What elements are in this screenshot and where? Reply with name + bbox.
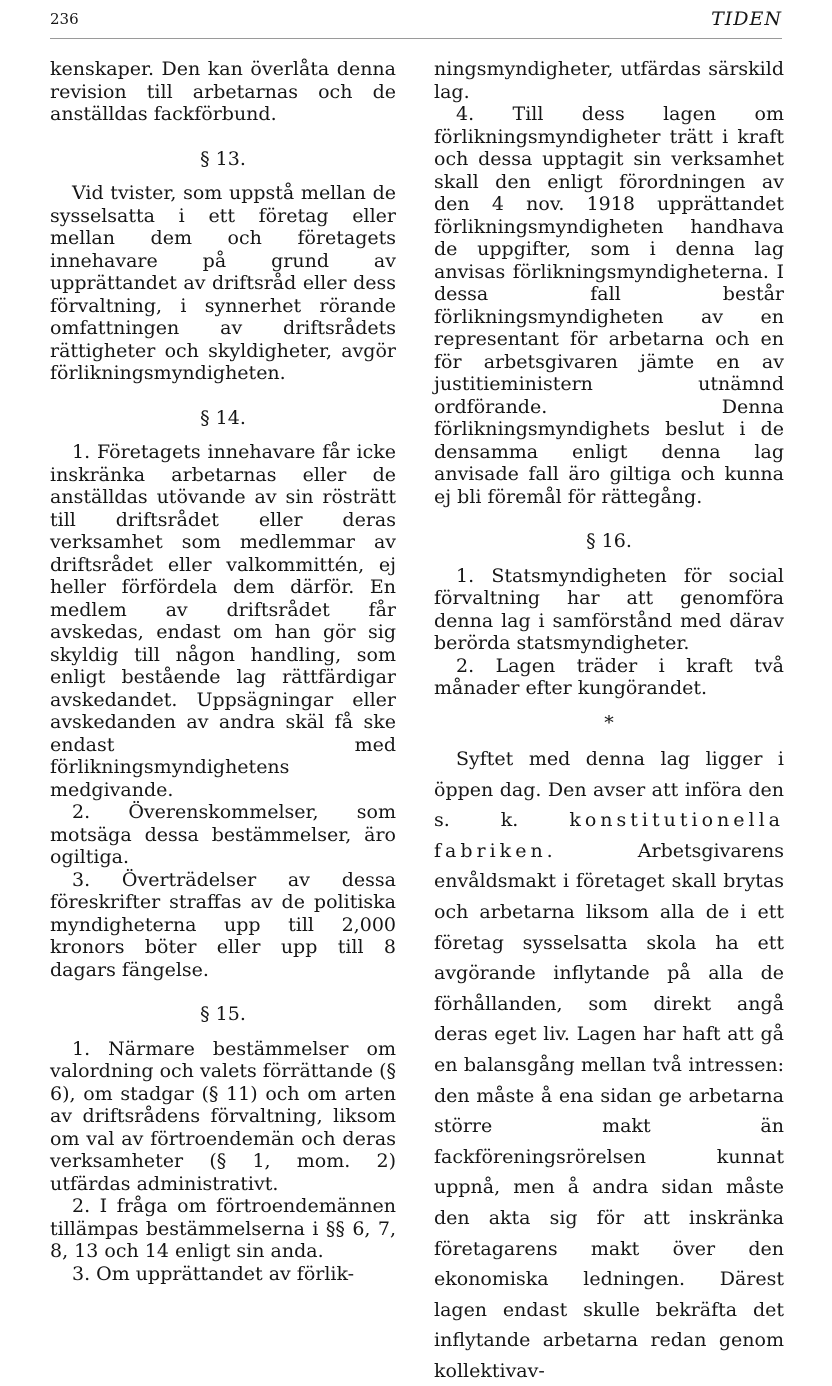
commentary-paragraph [434, 744, 784, 1386]
paragraph: 4. Till dess lagen om förlikningsmyndigheter trätt i kraft och dessa upptagit sin verksamhet skall den enligt förordningen av den 4 nov. 1918 upprättandet förlikningsmyndigheten handhava de uppgifter, som i denna lag anvisas förlikningsmyndigheterna. I dessa fall består förlikningsmyndigheten av en representant för arbetarna och en för arbetsgivaren jämte en av justitieministern utnämnd ordförande. Denna förlikningsmyndighets beslut i de densamma enligt denna lag anvisade fall äro giltiga och kunna ej bli föremål för rättegång. [434, 103, 784, 508]
paragraph: 2. I fråga om förtroendemännen tillämpas bestämmelserna i §§ 6, 7, 8, 13 och 14 enligt sin anda. [50, 1195, 396, 1262]
paragraph: 1. Statsmyndigheten för social förvaltning har att genomföra denna lag i samförstånd med därav berörda statsmyndigheter. [434, 564, 784, 654]
paragraph: 1. Företagets innehavare får icke inskränka arbetarnas eller de anställdas utövande av sin rösträtt till driftsrådet eller deras verksamhet som medlemmar av driftsrådet eller valkommittén, ej heller förfördela dem därför. En medlem av driftsrådet får avskedas, endast om han gör sig skyldig till någon handling, som enligt bestående lag rättfärdigar avskedandet. Uppsägningar eller avskedanden av andra skäl få ske endast med förlikningsmyndighetens medgivande. [50, 441, 396, 801]
commentary-text: Syftet med denna lag ligger i öppen dag. Den avser att införa den s. k. [434, 748, 784, 832]
header-rule [50, 38, 782, 39]
section-heading-15: § 15. [200, 1003, 246, 1025]
right-column [434, 58, 784, 1386]
paragraph: 1. Närmare bestämmelser om valordning och valets förrättande (§ 6), om stadgar (§ 11) och om arten av driftsrådens förvaltning, liksom om val av förtroendemän och deras verksamheter (§ 1, mom. 2) utfärdas administrativt. [50, 1037, 396, 1195]
commentary-text: Arbetsgivarens envåldsmakt i företaget skall brytas och arbetarna liksom alla de i ett företag sysselsatta skola ha ett avgörande inflytande på alla de förhållanden, som direkt angå deras eget liv. Lagen har haft att gå en balansgång mellan två intressen: den måste å ena sidan ge arbetarna större makt än fackföreningsrörelsen kunnat uppnå, men å andra sidan måste den akta sig för att inskränka företagarens makt över den ekonomiska ledningen. Därest lagen endast skulle bekräfta det inflytande arbetarna redan genom kollektivav- [434, 839, 784, 1382]
section-heading-13: § 13. [200, 147, 246, 170]
paragraph: 2. Lagen träder i kraft två månader efter kungörandet. [434, 654, 784, 699]
section-heading-14: § 14. [200, 406, 246, 429]
paragraph: 2. Överenskommelser, som motsäga dessa bestämmelser, äro ogiltiga. [50, 801, 396, 868]
spaced-emphasis: konstitutionella fabriken. [434, 809, 784, 862]
separator-asterisk: * [604, 711, 614, 734]
running-title: TIDEN [711, 8, 782, 30]
page-number: 236 [50, 10, 79, 28]
paragraph: Vid tvister, som uppstå mellan de sysselsatta i ett företag eller mellan dem och företagets innehavare på grund av upprättandet av driftsråd eller dess förvaltning, i synnerhet rörande omfattningen av driftsrådets rättigheter och skyldigheter, avgör förlikningsmyndigheten. [50, 182, 396, 384]
paragraph: ningsmyndigheter, utfärdas särskild lag. [434, 58, 784, 103]
paragraph: kenskaper. Den kan överlåta denna revision till arbetarnas och de anställdas fackförbund. [50, 58, 396, 125]
page-header [50, 8, 782, 38]
section-heading-16: § 16. [586, 530, 632, 552]
paragraph: 3. Om upprättandet av förlik- [72, 1262, 355, 1285]
left-column [50, 58, 396, 1285]
paragraph: 3. Överträdelser av dessa föreskrifter straffas av de politiska myndigheterna upp till 2,000 kronors böter eller upp till 8 dagars fängelse. [50, 868, 396, 981]
